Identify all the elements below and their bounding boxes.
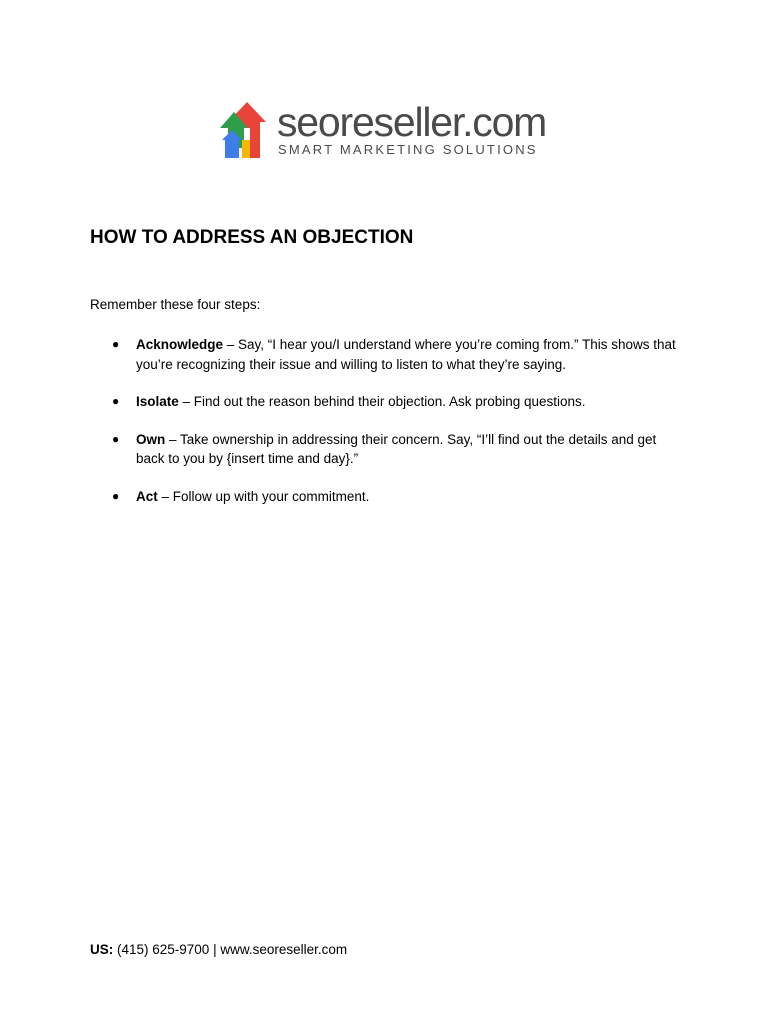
logo-name: seoreseller.com	[277, 99, 547, 145]
logo-tagline: SMART MARKETING SOLUTIONS	[278, 142, 538, 157]
intro-text: Remember these four steps:	[90, 297, 261, 312]
step-text: – Follow up with your commitment.	[157, 488, 370, 504]
step-name: Own	[136, 431, 166, 447]
bullet-icon: ●	[112, 394, 120, 408]
step-text: – Take ownership in addressing their concern. Say, “I’ll find out the details and get back to you by {insert time and day}.”	[136, 431, 657, 466]
step-name: Isolate	[136, 394, 179, 409]
step-isolate	[112, 392, 682, 412]
house-logo-icon	[220, 100, 270, 158]
footer-contact	[90, 942, 347, 957]
logo	[220, 98, 550, 160]
footer-text: (415) 625-9700 | www.seoreseller.com	[113, 942, 348, 957]
step-name: Act	[136, 488, 158, 504]
step-name: Acknowledge	[136, 337, 224, 352]
bullet-icon: ●	[112, 488, 120, 503]
step-text: – Say, “I hear you/I understand where you’re coming from.” This shows that you’re recognizing their issue and willing to listen to what they’re saying.	[136, 337, 676, 372]
page-title: HOW TO ADDRESS AN OBJECTION	[90, 227, 414, 248]
logo-red-bar	[250, 136, 258, 158]
step-act	[112, 487, 682, 507]
step-text: – Find out the reason behind their objection. Ask probing questions.	[178, 394, 586, 409]
bullet-icon: ●	[112, 431, 120, 446]
steps-list	[112, 335, 682, 524]
footer-label: US:	[90, 942, 114, 957]
bullet-icon: ●	[112, 337, 120, 351]
step-own	[112, 430, 682, 469]
step-acknowledge	[112, 335, 682, 374]
